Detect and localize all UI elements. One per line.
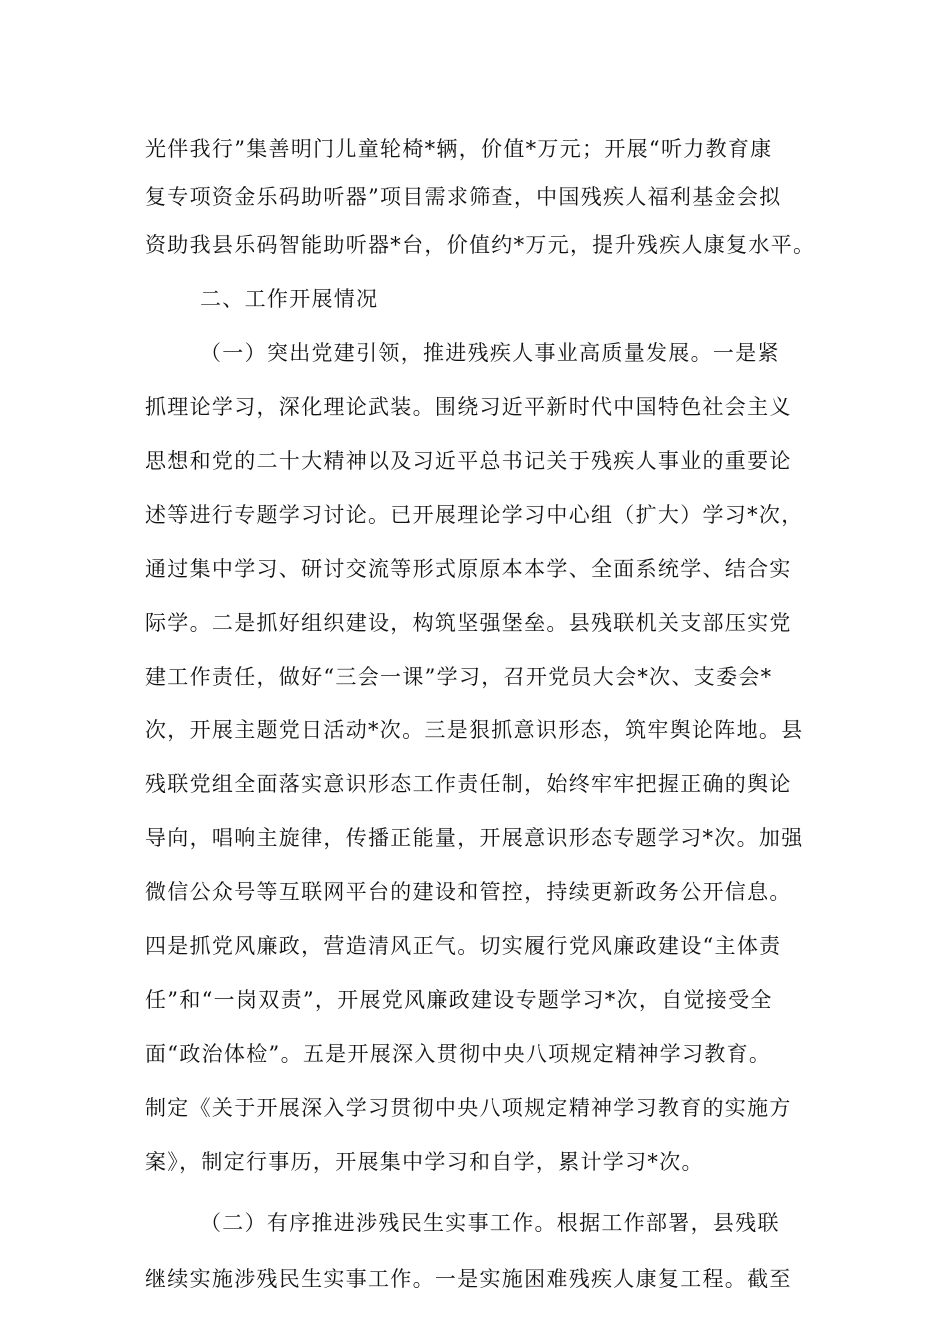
paragraph-line: 光伴我行”集善明门儿童轮椅*辆，价值*万元；开展“听力教育康 bbox=[145, 137, 773, 161]
paragraph-line: （一）突出党建引领，推进残疾人事业高质量发展。一是紧 bbox=[200, 341, 780, 365]
paragraph-line: 导向，唱响主旋律，传播正能量，开展意识形态专题学习*次。加强 bbox=[145, 826, 804, 850]
paragraph-line: 微信公众号等互联网平台的建设和管控，持续更新政务公开信息。 bbox=[145, 880, 792, 904]
paragraph-line: 述等进行专题学习讨论。已开展理论学习中心组（扩大）学习*次， bbox=[145, 503, 804, 527]
paragraph-line: 四是抓党风廉政，营造清风正气。切实履行党风廉政建设“主体责 bbox=[145, 934, 782, 958]
paragraph-line: 资助我县乐码智能助听器*台，价值约*万元，提升残疾人康复水平。 bbox=[145, 233, 816, 257]
paragraph-line: （二）有序推进涉残民生实事工作。根据工作部署，县残联 bbox=[200, 1211, 780, 1235]
paragraph-line: 任”和“一岗双责”，开展党风廉政建设专题学习*次，自觉接受全 bbox=[145, 988, 773, 1012]
paragraph-line: 思想和党的二十大精神以及习近平总书记关于残疾人事业的重要论 bbox=[145, 449, 792, 473]
section-heading: 二、工作开展情况 bbox=[200, 287, 379, 311]
paragraph-line: 建工作责任，做好“三会一课”学习，召开党员大会*次、支委会* bbox=[145, 665, 773, 689]
paragraph-line: 复专项资金乐码助听器”项目需求筛查，中国残疾人福利基金会拟 bbox=[145, 185, 782, 209]
paragraph-line: 继续实施涉残民生实事工作。一是实施困难残疾人康复工程。截至 bbox=[145, 1267, 792, 1291]
paragraph-line: 次，开展主题党日活动*次。三是狠抓意识形态，筑牢舆论阵地。县 bbox=[145, 718, 804, 742]
paragraph-line: 制定《关于开展深入学习贯彻中央八项规定精神学习教育的实施方 bbox=[145, 1096, 792, 1120]
paragraph-line: 际学。二是抓好组织建设，构筑坚强堡垒。县残联机关支部压实党 bbox=[145, 611, 792, 635]
paragraph-line: 残联党组全面落实意识形态工作责任制，始终牢牢把握正确的舆论 bbox=[145, 772, 792, 796]
paragraph-line: 面“政治体检”。五是开展深入贯彻中央八项规定精神学习教育。 bbox=[145, 1042, 772, 1066]
paragraph-line: 抓理论学习，深化理论武装。围绕习近平新时代中国特色社会主义 bbox=[145, 395, 792, 419]
paragraph-line: 案》，制定行事历，开展集中学习和自学，累计学习*次。 bbox=[145, 1150, 704, 1174]
paragraph-line: 通过集中学习、研讨交流等形式原原本本学、全面系统学、结合实 bbox=[145, 557, 792, 581]
